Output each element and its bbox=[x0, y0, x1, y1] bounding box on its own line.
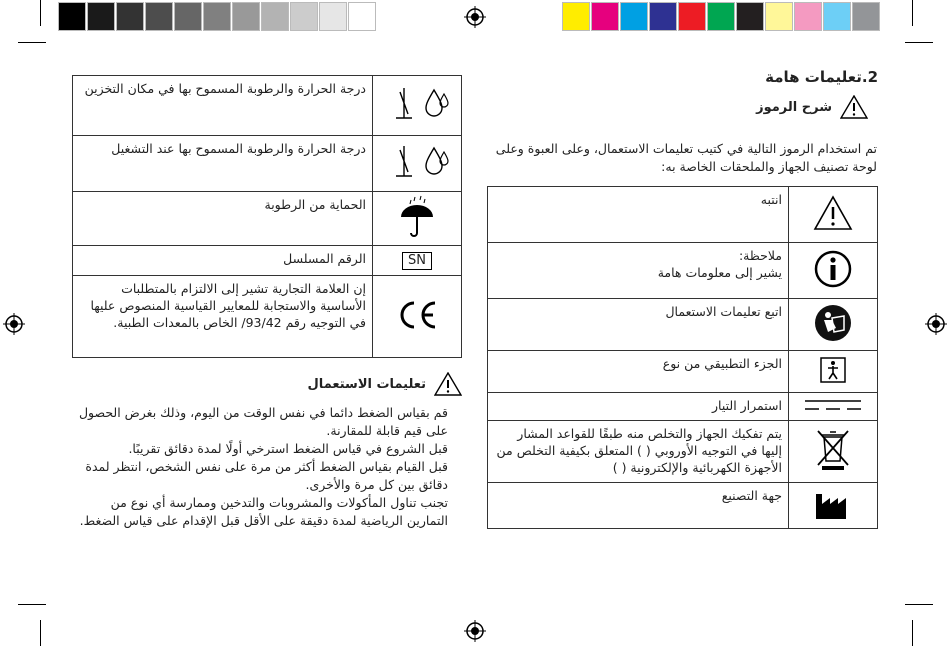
symbol-cell bbox=[789, 421, 878, 483]
symbol-description: الحماية من الرطوبة bbox=[73, 192, 373, 246]
color-swatch bbox=[348, 2, 376, 31]
table-row bbox=[488, 299, 878, 351]
color-swatch bbox=[678, 2, 706, 31]
symbol-description: درجة الحرارة والرطوبة المسموح بها عند التشغيل bbox=[73, 136, 373, 192]
warning-triangle-icon bbox=[813, 195, 853, 231]
usage-paragraph: قبل الشروع في قياس الضغط استرخي أولًا لمدة دقائق تقريبًا. bbox=[128, 441, 448, 456]
ce-mark-icon bbox=[395, 300, 439, 330]
storage-temp-humidity-icon bbox=[382, 84, 452, 124]
color-swatch bbox=[261, 2, 289, 31]
crop-mark bbox=[905, 604, 933, 605]
symbols-heading: شرح الرموز bbox=[756, 100, 832, 115]
table-row bbox=[488, 393, 878, 421]
symbol-description: الجزء التطبيقي من نوع bbox=[488, 351, 789, 393]
color-swatch bbox=[319, 2, 347, 31]
color-swatch bbox=[562, 2, 590, 31]
color-swatch bbox=[736, 2, 764, 31]
operating-temp-humidity-icon bbox=[382, 142, 452, 182]
color-swatch bbox=[174, 2, 202, 31]
symbols-heading-row bbox=[668, 95, 868, 121]
crop-mark bbox=[18, 604, 46, 605]
table-row bbox=[488, 483, 878, 529]
color-swatch bbox=[591, 2, 619, 31]
symbol-cell bbox=[373, 246, 462, 276]
symbol-description: اتبع تعليمات الاستعمال bbox=[488, 299, 789, 351]
section-title: 2.تعليمات هامة bbox=[765, 68, 878, 86]
usage-heading: تعليمات الاستعمال bbox=[307, 377, 426, 392]
usage-paragraph: قبل القيام بقياس الضغط أكثر من مرة على نفس الشخص، انتظر لمدة دقائق بين كل مرة والأخرى. bbox=[85, 459, 448, 492]
table-row bbox=[488, 187, 878, 243]
color-swatch bbox=[232, 2, 260, 31]
color-swatch bbox=[620, 2, 648, 31]
direct-current-icon bbox=[805, 398, 861, 412]
symbol-cell bbox=[789, 483, 878, 529]
intro-paragraph: تم استخدام الرموز التالية في كتيب تعليمات الاستعمال، وعلى العبوة وعلى لوحة تصنيف الجهاز والملحقات الخاصة به: bbox=[495, 141, 877, 174]
symbol-cell bbox=[373, 136, 462, 192]
table-row bbox=[488, 421, 878, 483]
table-row bbox=[73, 76, 462, 136]
color-swatch bbox=[87, 2, 115, 31]
keep-dry-umbrella-icon bbox=[397, 195, 437, 239]
color-swatch bbox=[116, 2, 144, 31]
registration-mark-icon bbox=[464, 6, 486, 28]
usage-instructions bbox=[72, 404, 448, 530]
follow-instructions-icon bbox=[814, 304, 852, 342]
crop-mark bbox=[40, 620, 41, 646]
weee-crossed-bin-icon bbox=[816, 429, 850, 471]
serial-number-icon: SN bbox=[402, 252, 432, 270]
symbol-description: يتم تفكيك الجهاز والتخلص منه طبقًا للقواعد المشار إليها في التوجيه الأوروبي ( ) المتعلق بكيفية التخلص من الأجهزة الكهربائية والإلكترونية ( ) bbox=[488, 421, 789, 483]
registration-mark-icon bbox=[3, 313, 25, 335]
warning-triangle-icon bbox=[840, 95, 868, 119]
symbol-cell bbox=[373, 76, 462, 136]
symbols-table-left bbox=[72, 75, 462, 358]
crop-mark bbox=[18, 42, 46, 43]
symbols-table-right bbox=[487, 186, 878, 529]
registration-mark-icon bbox=[464, 620, 486, 642]
color-swatch bbox=[707, 2, 735, 31]
symbol-description: إن العلامة التجارية تشير إلى الالتزام بالمتطلبات الأساسية والاستجابة للمعايير القياسية المنصوص عليها في التوجيه رقم 93/42/ الخاص بالمعدات الطبية. bbox=[73, 276, 373, 358]
warning-triangle-icon bbox=[434, 372, 462, 396]
usage-paragraph: قم بقياس الضغط دائما في نفس الوقت من اليوم، وذلك بغرض الحصول على قيم قابلة للمقارنة. bbox=[78, 405, 448, 438]
color-swatch bbox=[649, 2, 677, 31]
table-row bbox=[488, 351, 878, 393]
symbol-description: درجة الحرارة والرطوبة المسموح بها في مكان التخزين bbox=[73, 76, 373, 136]
usage-paragraph: تجنب تناول المأكولات والمشروبات والتدخين وممارسة أي نوع من التمارين الرياضية لمدة دقيقة على الأقل قبل الإقدام على قياس الضغط. bbox=[79, 495, 448, 528]
crop-mark bbox=[912, 0, 913, 26]
color-swatch bbox=[203, 2, 231, 31]
symbol-description: انتبه bbox=[488, 187, 789, 243]
crop-mark bbox=[912, 620, 913, 646]
usage-heading-row bbox=[72, 372, 462, 398]
symbol-description: جهة التصنيع bbox=[488, 483, 789, 529]
color-swatch bbox=[823, 2, 851, 31]
symbol-cell bbox=[789, 351, 878, 393]
color-swatch bbox=[765, 2, 793, 31]
crop-mark bbox=[905, 42, 933, 43]
table-row bbox=[73, 136, 462, 192]
color-swatch bbox=[852, 2, 880, 31]
table-row bbox=[73, 192, 462, 246]
table-row bbox=[488, 243, 878, 299]
registration-mark-icon bbox=[925, 313, 947, 335]
symbol-cell bbox=[789, 393, 878, 421]
color-swatch bbox=[145, 2, 173, 31]
type-bf-applied-part-icon bbox=[820, 357, 846, 383]
color-swatch bbox=[290, 2, 318, 31]
symbol-cell bbox=[373, 192, 462, 246]
table-row bbox=[73, 246, 462, 276]
symbol-cell bbox=[789, 243, 878, 299]
color-swatch bbox=[794, 2, 822, 31]
color-swatch bbox=[58, 2, 86, 31]
table-row bbox=[73, 276, 462, 358]
symbol-description: ملاحظة: يشير إلى معلومات هامة bbox=[488, 243, 789, 299]
crop-mark bbox=[40, 0, 41, 26]
symbol-description: الرقم المسلسل bbox=[73, 246, 373, 276]
symbol-cell bbox=[789, 187, 878, 243]
manufacturer-icon bbox=[814, 488, 852, 520]
info-circle-icon bbox=[813, 249, 853, 289]
symbol-cell bbox=[789, 299, 878, 351]
symbol-cell bbox=[373, 276, 462, 358]
symbol-description: استمرار التيار bbox=[488, 393, 789, 421]
